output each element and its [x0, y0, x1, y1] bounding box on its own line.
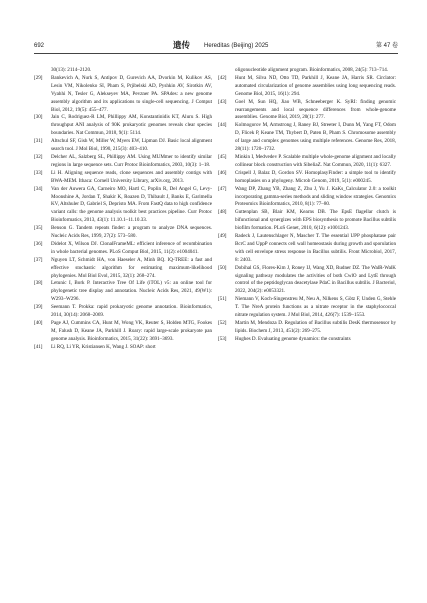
reference-entry: [34, 154, 212, 170]
reference-number: [46]: [218, 169, 227, 176]
reference-entry: [34, 114, 212, 138]
reference-text: Radeck J, Lautenschlager N, Mascher T. The essential UPP phosphatase pair BcrC and UppP connects cell wall homeostasis during growth and sporulation with cell envelope stress response in Bacillus subtilis. Front Microbiol, 2017, 8: 2403.: [235, 233, 396, 263]
reference-entry: [218, 75, 396, 99]
reference-column-left: [34, 67, 212, 352]
reference-entry: [34, 241, 212, 257]
reference-number: [37]: [34, 256, 43, 263]
reference-number: [39]: [34, 304, 43, 311]
reference-entry: [34, 280, 212, 304]
reference-entry: [218, 122, 396, 154]
reference-entry: [218, 320, 396, 336]
reference-entry: [34, 138, 212, 154]
reference-text: Page AJ, Cummins CA, Hunt M, Wong VK, Reuter S, Holden MTG, Fookes M, Falush D, Keane JA, Parkhill J. Roary: rapid large-scale prokaryote pan genome analysis. Bioinformatics, 2015, 31(22): 3691–3693.: [51, 320, 212, 342]
reference-text: Nguyen LT, Schmidt HA, von Haeseler A, Minh BQ. IQ-TREE: a fast and effective stochastic algorithm for estimating maximum-likelihood phylogenies. Mol Biol Evol, 2015, 32(1): 268–274.: [51, 256, 212, 279]
reference-number: [47]: [218, 185, 227, 192]
reference-text: Li H. Aligning sequence reads, clone sequences and assembly contigs with BWA-MEM. Ithaca: Cornell University Library, arXiv.org, 2013.: [51, 169, 212, 184]
reference-text: Crispell J, Balaz D, Gordon SV. HomoplasyFinder: a simple tool to identify homoplasies on a phylogeny. Microb Genom, 2019, 5(1): e000245.: [235, 169, 396, 184]
reference-entry: [34, 257, 212, 281]
reference-text: Li RQ, Li YR, Kristiansen K, Wang J. SOAP: short: [51, 343, 156, 350]
reference-number: [33]: [34, 169, 43, 176]
reference-entry: [218, 99, 396, 123]
reference-text: Guttenplan SB, Blair KM, Kearns DB. The EpsE flagellar clutch is bifunctional and synergizes with EPS biosynthesis to promote Bacillus subtilis biofilm formation. PLoS Genet, 2010, 6(12): e1001243.: [235, 209, 396, 232]
reference-number: [40]: [34, 320, 43, 326]
reference-entry: [218, 209, 396, 233]
reference-text: 30(13): 2114–2120.: [51, 67, 92, 73]
reference-text: Altschul SF, Gish W, Miller W, Myers EW, Lipman DJ. Basic local alignment search tool. J Mol Biol, 1990, 215(3): 403–410.: [51, 138, 212, 153]
reference-text: Letunic I, Bork P. Interactive Tree Of Life (iTOL) v5: an online tool for phylogenetic tree display and annotation. Nucleic Acids Res, 2021, 49(W1): W293–W296.: [51, 280, 212, 303]
reference-text: oligonucleotide alignment program. Bioinformatics, 2008, 24(5): 713–714.: [235, 67, 389, 73]
reference-entry: [218, 154, 396, 170]
journal-title: Hereditas (Beijing) 2025: [204, 43, 269, 49]
reference-number: [32]: [34, 153, 43, 160]
volume-label: 第 47 卷: [375, 43, 398, 49]
reference-number: [35]: [34, 225, 43, 232]
reference-entry: [34, 170, 212, 186]
reference-number: [38]: [34, 280, 43, 287]
reference-text: Martin M, Mendoza D. Regulation of Bacillus subtilis DesK thermosensor by lipids. Biochem J, 2013, 451(2): 269–275.: [235, 320, 396, 334]
reference-number: [53]: [218, 335, 227, 342]
reference-entry: [34, 304, 212, 320]
reference-entry: [218, 233, 396, 265]
reference-number: [42]: [218, 74, 227, 81]
reference-entry: [34, 320, 212, 344]
reference-text: Delcher AL, Salzberg SL, Phillippy AM. Using MUMmer to identify similar regions in large sequence sets. Curr Protoc Bioinformatics, 2003, 10(3): 1–18.: [51, 153, 212, 168]
reference-text: Van der Auwera GA, Carneiro MO, Hartl C, Poplin R, Del Angel G, Levy-Moonshine A, Jordan T, Shakir K, Roazen D, Thibault J, Banks E, Garimella KV, Altshuler D, Gabriel S, Depristo MA. From FastQ data to high confidence variant calls: the genome analysis toolkit best practices pipeline. Curr Protoc Bioinformatics, 2013, 43(1): 11.10.1–11.10.33.: [51, 185, 212, 224]
header-rule: [34, 53, 398, 54]
reference-entry: [218, 336, 396, 344]
reference-text: Kolmogorov M, Armstrong J, Raney BJ, Streeter I, Dunn M, Yang FT, Odom D, Flicek P, Keane TM, Thybert D, Paten B, Pham S. Chromosome assembly of large and complex genomes using multiple references. Genome Res, 2018, 28(11): 1720–1732.: [235, 122, 396, 153]
journal-logo: 遗传: [173, 41, 191, 51]
reference-text: Didelot X, Wilson DJ. ClonalFrameML: efficient inference of recombination in whole bacterial genomes. PLoS Comput Biol, 2015, 11(2): e1004041.: [51, 240, 212, 255]
reference-text: Dobihal GS, Flores-Kim J, Roney IJ, Wang XD, Rudner DZ. The WalR-WalK signaling pathway modulates the activities of both CwlO and LytE through control of the peptidoglycan deacetylase PdaC in Bacillus subtilis. J Bacteriol, 2022, 204(2): e0053321.: [235, 264, 396, 295]
reference-text: Benson G. Tandem repeats finder: a program to analyze DNA sequences. Nucleic Acids Res, 1999, 27(2): 573–580.: [51, 225, 212, 240]
reference-number: [49]: [218, 233, 227, 240]
reference-text: Seemann T. Prokka: rapid prokaryotic genome annotation. Bioinformatics, 2014, 30(14): 2068–2069.: [51, 304, 212, 319]
reference-text: Wang DP, Zhang YB, Zhang Z, Zhu J, Yu J. KaKs_Calculator 2.0: a toolkit incorporating gamma-series methods and sliding window strategies. Genomics Proteomics Bioinformatics, 2010, 8(1): 77–80.: [235, 185, 396, 208]
reference-number: [44]: [218, 122, 227, 129]
reference-text: Goel M, Sun HQ, Jiao WB, Schneeberger K. SyRI: finding genomic rearrangements and local sequence differences from whole-genome assemblies. Genome Biol, 2019, 20(1): 277.: [235, 98, 396, 121]
reference-entry: [218, 186, 396, 210]
running-header: [34, 40, 398, 52]
reference-entry: [34, 67, 212, 75]
reference-number: [34]: [34, 185, 43, 192]
reference-number: [45]: [218, 153, 227, 160]
reference-entry: [34, 75, 212, 115]
reference-number: [50]: [218, 264, 227, 271]
reference-number: [43]: [218, 98, 227, 105]
reference-number: [36]: [34, 240, 43, 247]
reference-entry: [218, 265, 396, 297]
reference-entry: [218, 296, 396, 320]
reference-number: [48]: [218, 209, 227, 216]
reference-number: [30]: [34, 114, 43, 121]
reference-number: [41]: [34, 343, 43, 350]
reference-entry: [218, 67, 396, 75]
reference-text: Bankevich A, Nurk S, Antipov D, Gurevich AA, Dvorkin M, Kulikov AS, Lesin VM, Nikolenko SI, Pham S, Prjibelski AD, Pyshkin AV, Sirotkin AV, Vyahhi N, Tesler G, Alekseyev MA, Pevzner PA. SPAdes: a new genome assembly algorithm and its applications to single-cell sequencing. J Comput Biol, 2012, 19(5): 455–477.: [51, 74, 212, 113]
reference-text: Jain C, Rodriguez-R LM, Phillippy AM, Konstantinidis KT, Aluru S. High throughput ANI analysis of 90K prokaryotic genomes reveals clear species boundaries. Nat Commun, 2018, 9(1): 5114.: [51, 114, 212, 137]
reference-entry: [34, 186, 212, 226]
page-number: 692: [34, 43, 45, 49]
reference-number: [52]: [218, 320, 227, 326]
reference-entry: [34, 344, 212, 352]
reference-number: [51]: [218, 296, 227, 303]
reference-entry: [218, 170, 396, 186]
reference-text: Hunt M, Silva ND, Otto TD, Parkhill J, Keane JA, Harris SR. Circlator: automated circularization of genome assemblies using long sequencing reads. Genome Biol, 2015, 16(1): 294.: [235, 74, 396, 97]
reference-number: [31]: [34, 138, 43, 145]
reference-number: [29]: [34, 74, 43, 81]
reference-text: Niemann V, Koch-Singenstreu M, Neu A, Nilkens S, Götz F, Unden G, Stehle T. The NreA protein functions as a nitrate receptor in the staphylococcal nitrate regulation system. J Mol Biol, 2014, 426(7): 1539–1553.: [235, 296, 396, 319]
reference-column-right: [218, 67, 396, 344]
reference-entry: [34, 225, 212, 241]
reference-text: Minkin I, Medvedev P. Scalable multiple whole-genome alignment and locally collinear block construction with SibeliaZ. Nat Commun, 2020, 11(1): 6327.: [235, 153, 396, 168]
reference-text: Hughes D. Evaluating genome dynamics: the constraints: [235, 335, 351, 342]
